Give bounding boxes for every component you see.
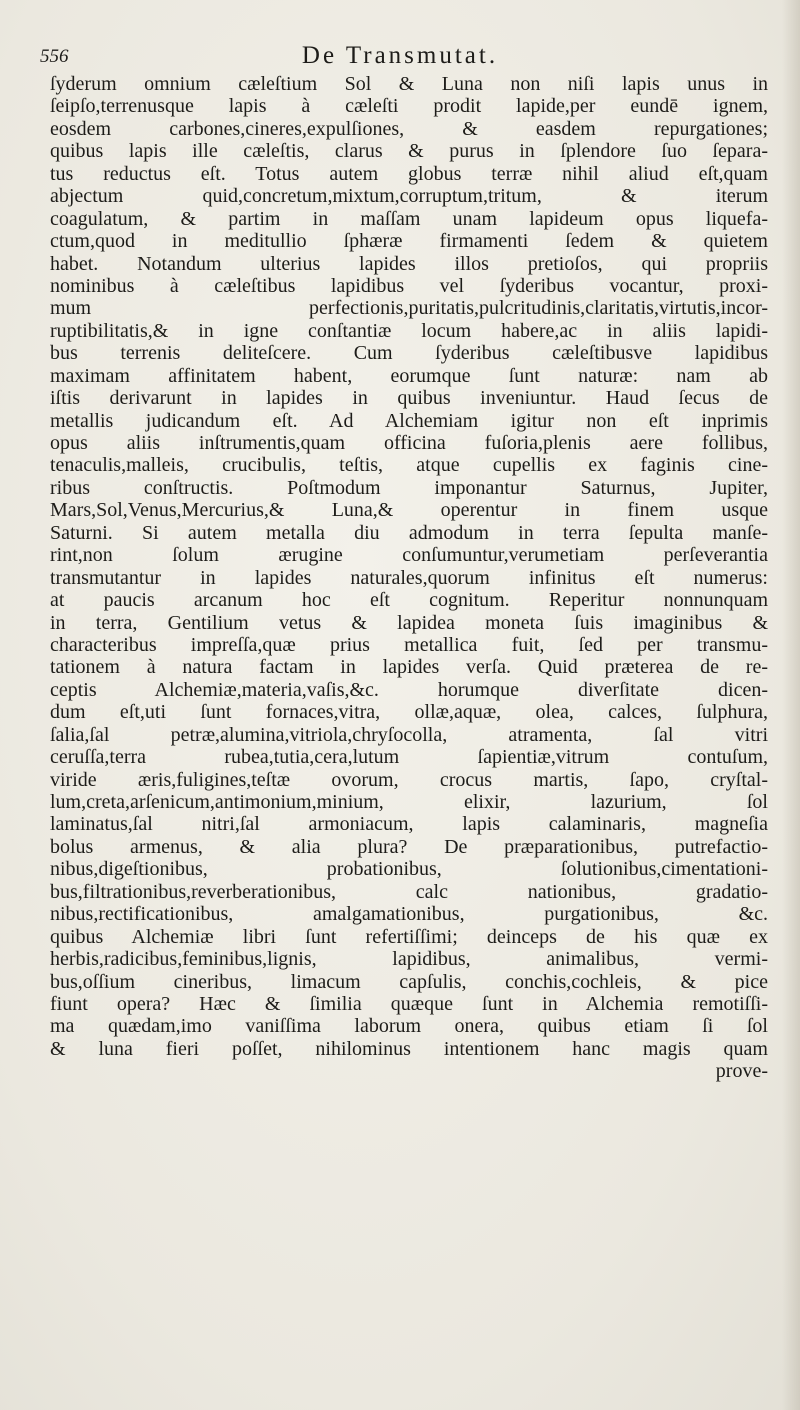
text-line: & luna fieri poſſet, nihilominus intentionem hanc magis quam (50, 1037, 768, 1060)
text-line: rint,non ſolum ærugine conſumuntur,verumetiam perſeverantia (50, 544, 768, 567)
text-line: ruptibilitatis,& in igne conſtantiæ locum habere,ac in aliis lapidi- (50, 319, 768, 342)
text-line: ſalia,ſal petræ,alumina,vitriola,chryſocolla, atramenta, ſal vitri (50, 723, 768, 746)
text-line: laminatus,ſal nitri,ſal armoniacum, lapis calaminaris, magneſia (50, 813, 768, 836)
text-line: nominibus à cæleſtibus lapidibus vel ſyderibus vocantur, proxi- (50, 274, 768, 297)
text-line: quibus lapis ille cæleſtis, clarus & purus in ſplendore ſuo ſepara- (50, 140, 768, 163)
text-line: eosdem carbones,cineres,expulſiones, & easdem repurgationes; (50, 117, 768, 140)
text-line: ma quædam,imo vaniſſima laborum onera, quibus etiam ſi ſol (50, 1015, 768, 1038)
text-line: coagulatum, & partim in maſſam unam lapideum opus liquefa- (50, 207, 768, 230)
text-line: bus,filtrationibus,reverberationibus, calc nationibus, gradatio- (50, 880, 768, 903)
page-number: 556 (40, 46, 69, 67)
text-line: ſyderum omnium cæleſtium Sol & Luna non niſi lapis unus in (50, 73, 768, 95)
text-line: abjectum quid,concretum,mixtum,corruptum,tritum, & iterum (50, 185, 768, 208)
text-line: herbis,radicibus,feminibus,lignis, lapidibus, animalibus, vermi- (50, 948, 768, 971)
text-line: prove- (715, 1060, 768, 1083)
text-line: quibus Alchemiæ libri ſunt refertiſſimi; deinceps de his quæ ex (50, 925, 768, 948)
text-line: in terra, Gentilium vetus & lapidea moneta ſuis imaginibus & (50, 611, 768, 634)
body-text (50, 73, 768, 1083)
text-line: transmutantur in lapides naturales,quorum infinitus eſt numerus: (50, 566, 768, 589)
text-line: iſtis derivarunt in lapides in quibus inveniuntur. Haud ſecus de (50, 387, 768, 410)
text-line: Saturni. Si autem metalla diu admodum in terra ſepulta manſe- (50, 521, 768, 544)
text-line: at paucis arcanum hoc eſt cognitum. Reperitur nonnunquam (50, 589, 768, 612)
text-line: ſeipſo,terrenusque lapis à cæleſti prodit lapide,per eundē ignem, (50, 95, 768, 118)
text-line: characteribus impreſſa,quæ prius metallica fuit, ſed per transmu- (50, 633, 768, 656)
page-edge-shadow (782, 0, 800, 1410)
text-line: nibus,digeſtionibus, probationibus, ſolutionibus,cimentationi- (50, 858, 768, 881)
text-line: habet. Notandum ulterius lapides illos pretioſos, qui propriis (50, 252, 768, 275)
text-line: tationem à natura factam in lapides verſa. Quid præterea de re- (50, 656, 768, 679)
text-line: maximam affinitatem habent, eorumque ſunt naturæ: nam ab (50, 364, 768, 387)
text-line: bus terrenis deliteſcere. Cum ſyderibus cæleſtibusve lapidibus (50, 342, 768, 365)
text-line: lum,creta,arſenicum,antimonium,minium, elixir, lazurium, ſol (50, 791, 768, 813)
text-line: viride æris,fuligines,teſtæ ovorum, crocus martis, ſapo, cryſtal- (50, 768, 768, 791)
text-line: Mars,Sol,Venus,Mercurius,& Luna,& operentur in finem usque (50, 499, 768, 522)
text-line: ceruſſa,terra rubea,tutia,cera,lutum ſapientiæ,vitrum contuſum, (50, 746, 768, 769)
text-line: ceptis Alchemiæ,materia,vaſis,&c. horumque diverſitate dicen- (50, 678, 768, 701)
text-line: bus,oſſium cineribus, limacum capſulis, conchis,cochleis, & pice (50, 970, 768, 993)
text-line: ctum,quod in meditullio ſphæræ firmamenti ſedem & quietem (50, 230, 768, 253)
text-line: metallis judicandum eſt. Ad Alchemiam igitur non eſt inprimis (50, 409, 768, 432)
text-line: opus aliis inſtrumentis,quam officina fuſoria,plenis aere follibus, (50, 432, 768, 454)
text-line: mum perfectionis,puritatis,pulcritudinis,claritatis,virtutis,incor- (50, 297, 768, 320)
text-line: dum eſt,uti ſunt fornaces,vitra, ollæ,aquæ, olea, calces, ſulphura, (50, 701, 768, 724)
text-line: nibus,rectificationibus, amalgamationibus, purgationibus, &c. (50, 903, 768, 926)
text-line: bolus armenus, & alia plura? De præparationibus, putrefactio- (50, 835, 768, 858)
text-line: ribus conſtructis. Poſtmodum imponantur Saturnus, Jupiter, (50, 476, 768, 499)
text-line: tenaculis,malleis, crucibulis, teſtis, atque cupellis ex faginis cine- (50, 454, 768, 477)
text-line: fiunt opera? Hæc & ſimilia quæque ſunt in Alchemia remotiſſi- (50, 992, 768, 1015)
running-title: De Transmutat. (301, 42, 499, 69)
page-header (40, 42, 760, 72)
text-line: tus reductus eſt. Totus autem globus terræ nihil aliud eſt,quam (50, 162, 768, 185)
